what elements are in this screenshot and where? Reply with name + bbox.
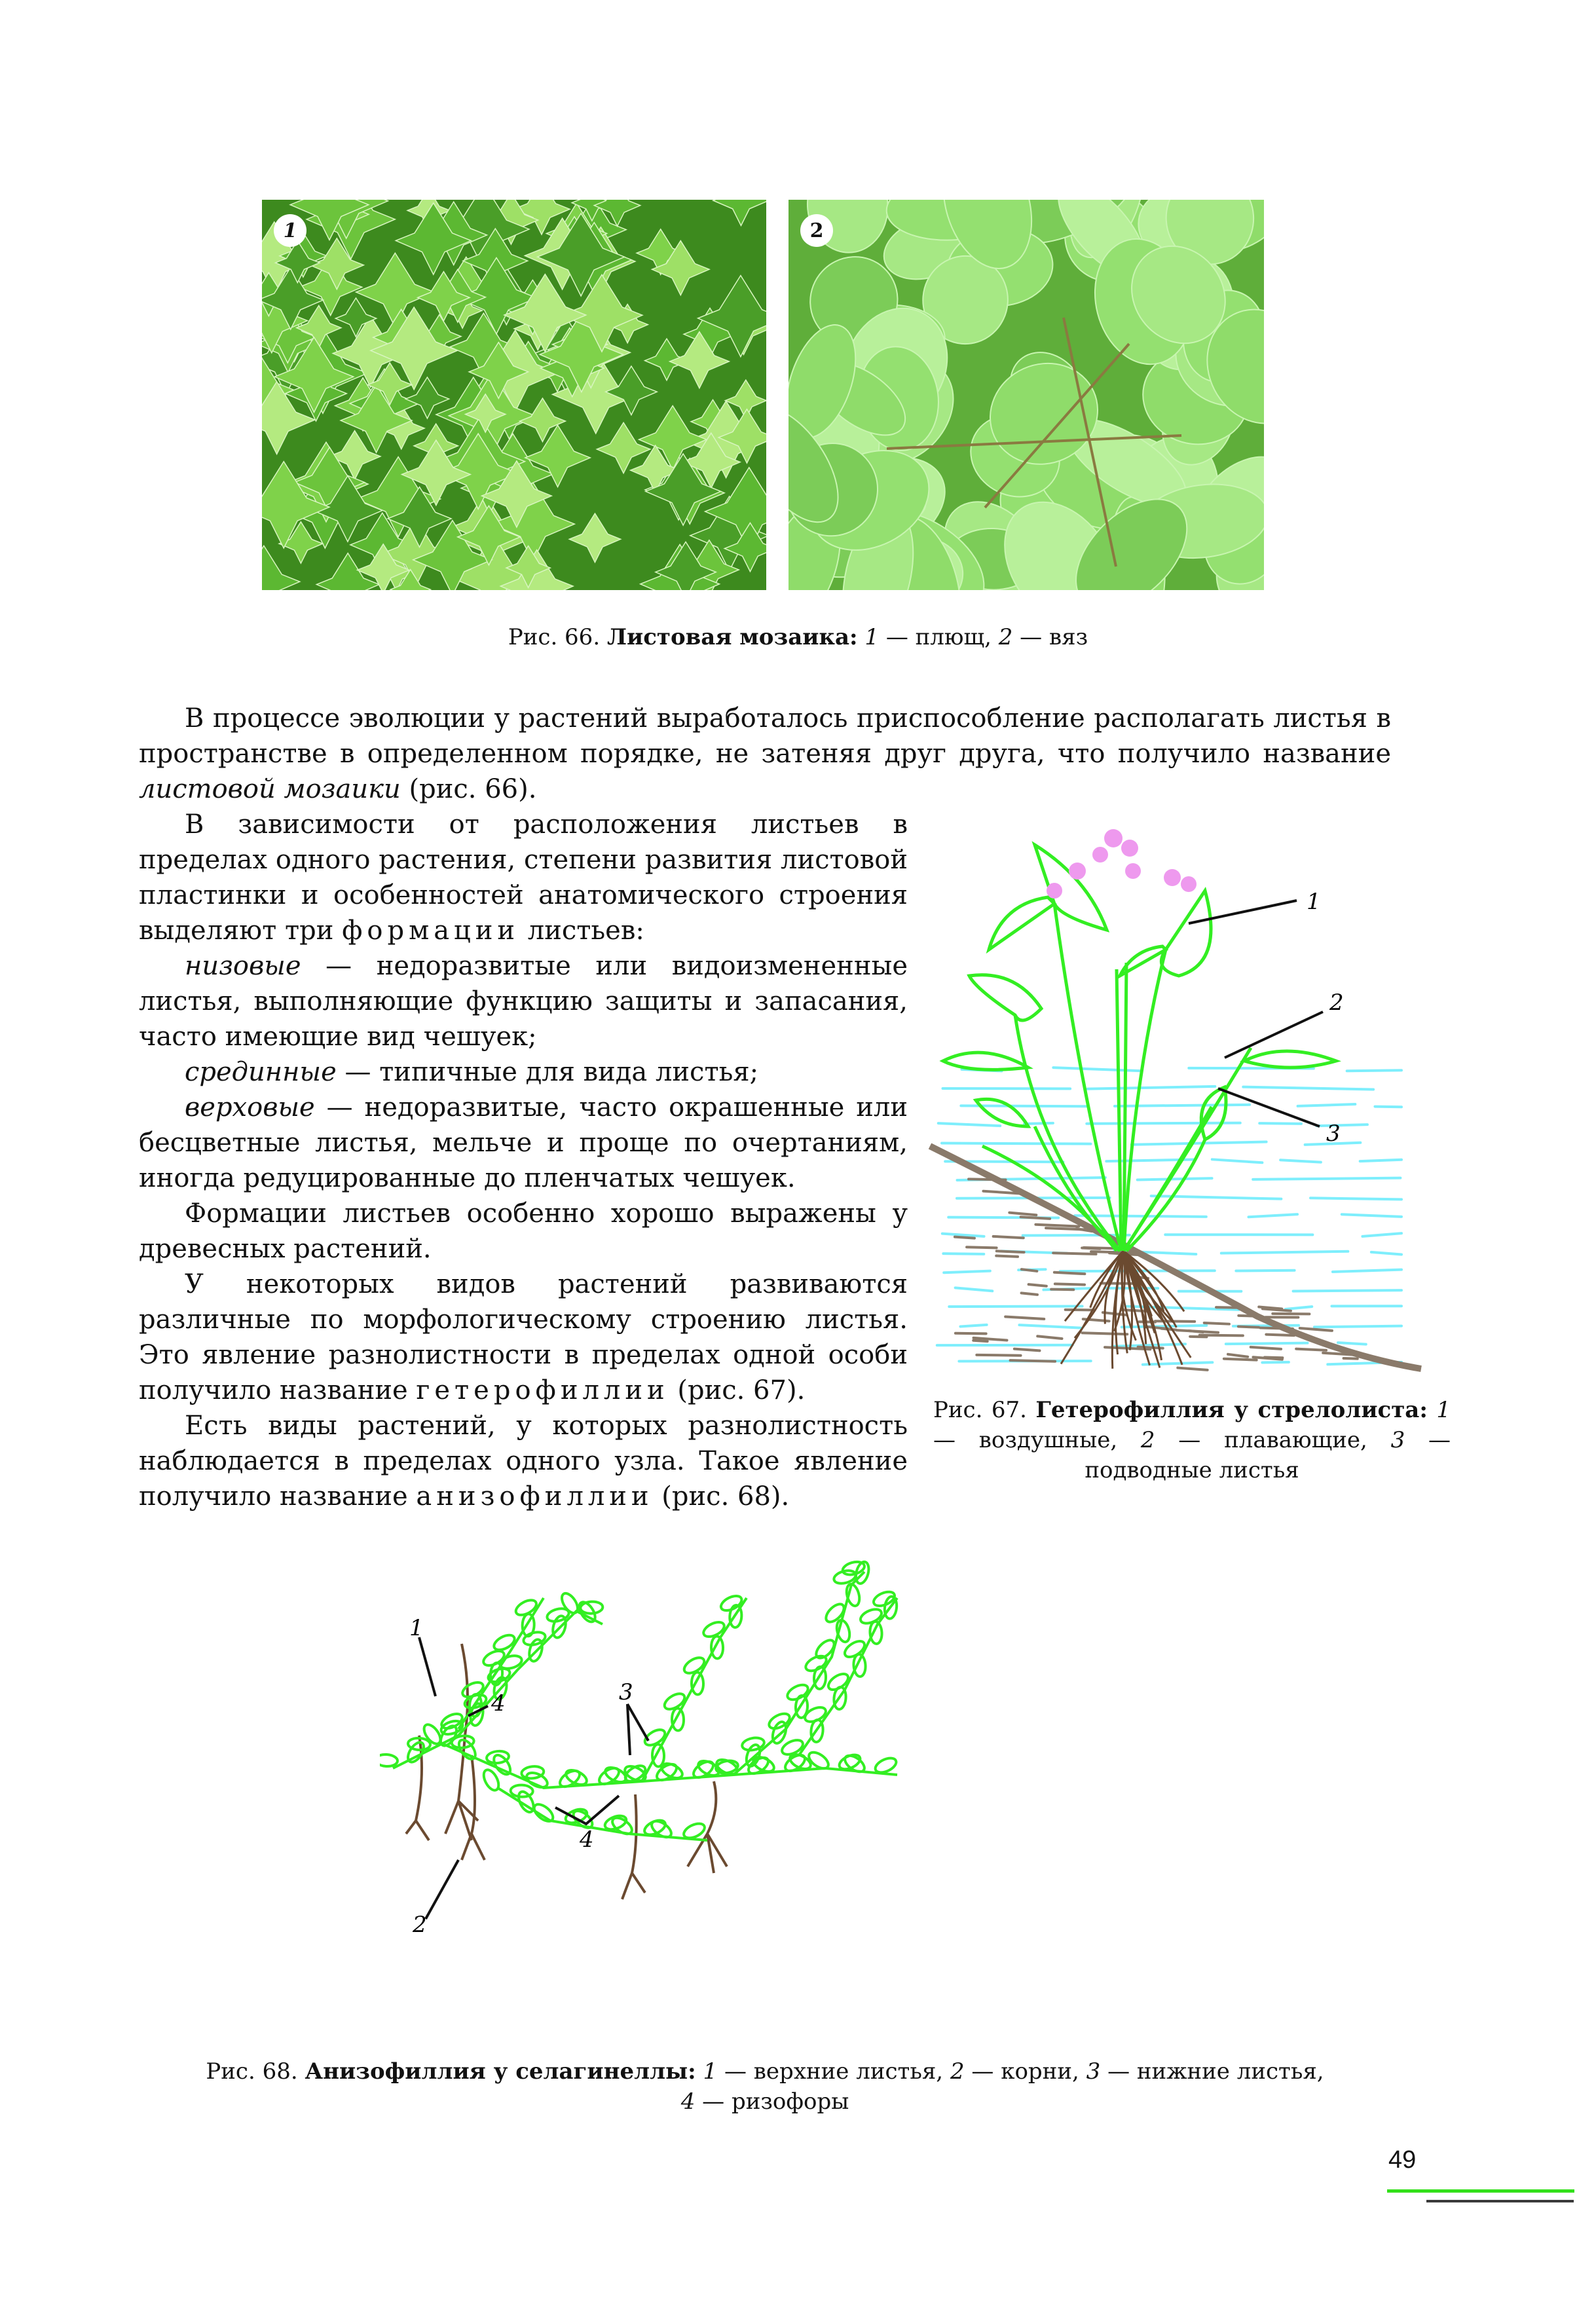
caption-num: 1 [703,2058,718,2085]
soil-marks [955,1179,1358,1369]
soil-mark [1178,1368,1207,1370]
selaginella-leaf [522,1614,534,1637]
soil-mark [1216,1307,1244,1308]
soil-mark [955,1237,974,1238]
selaginella-leaf [682,1654,707,1676]
water-line [1280,1160,1321,1162]
water-line [942,1234,984,1236]
term-heterophylly: гетерофиллии [416,1375,669,1405]
caption-num: 1 [864,624,880,650]
water-line [949,1306,1082,1307]
soil-mark [1155,1321,1195,1322]
caption-text: — плавающие, [1155,1427,1391,1453]
soil-mark [1344,1358,1358,1359]
caption-title: Листовая мозаика: [606,624,858,650]
water-line [942,1143,1090,1144]
caption-text: — ризофоры [695,2089,849,2115]
label-rhizophores: 4 [580,1827,594,1853]
soil-mark [1011,1360,1056,1362]
text-run: Есть виды растений, у которых разнолистность наблюдается в пределах одного узла. Такое явление получило название [139,1411,908,1512]
water-line [944,1271,990,1273]
water-line [1212,1159,1263,1162]
soil-mark [1054,1272,1085,1274]
selaginella-leaf [682,1821,707,1841]
figure-67-caption [933,1395,1451,1485]
water-line [1088,1086,1216,1089]
soil-mark [1204,1323,1229,1324]
water-line [1248,1214,1297,1217]
caption-num: 3 [1086,2058,1101,2085]
footer-accent-rule [1387,2189,1574,2193]
label-roots: 2 [413,1912,427,1938]
water-line [1253,1178,1400,1179]
water-line [943,1253,984,1254]
label-rhizophore: 4 [491,1690,506,1717]
selaginella-leaf [652,1744,665,1766]
selaginella-leaf [559,1591,581,1616]
soil-mark [1005,1317,1044,1319]
page-number: 49 [1388,2146,1417,2174]
figure-67-illustration [917,819,1441,1375]
soil-mark [1022,1269,1037,1271]
term-upper: верховые [185,1092,315,1123]
selaginella-leaf [826,1671,851,1693]
term-middle: срединные [185,1057,337,1087]
leader-lines [1189,901,1323,1126]
selaginella-leaf [692,1672,704,1694]
caption-prefix: Рис. 66. [508,624,607,650]
water-line [1338,1343,1366,1344]
text-run: В процессе эволюции у растений выработалось приспособление располагать листья в пространстве в определенном порядке, не затеняя друг друга, что получило название [139,703,1391,769]
selaginella-leaf [481,1648,506,1668]
figure-66-caption [0,622,1596,652]
soil-mark [993,1236,1024,1238]
soil-mark [1177,1330,1218,1332]
water-line [1342,1214,1401,1217]
selaginella-leaf [767,1711,792,1732]
water-line [1221,1252,1348,1253]
water-line [1262,1362,1288,1363]
caption-text: — корни, [964,2058,1086,2085]
water-line [960,1325,986,1327]
caption-num: 4 [680,2089,696,2115]
term-anisophylly: анизофиллии [416,1481,654,1512]
caption-prefix: Рис. 68. [206,2058,305,2085]
water-line [1347,1070,1401,1071]
paragraph-lower-leaves [139,948,908,1054]
water-line [1371,1252,1401,1255]
water-line [1143,1362,1213,1364]
paragraph-upper-leaves [139,1090,908,1196]
soil-mark [1161,1329,1176,1330]
figure-68-caption [139,2056,1391,2117]
caption-num: 2 [950,2058,965,2085]
soil-mark [1296,1349,1326,1350]
selaginella-leaf [492,1632,517,1653]
caption-text: — верхние листья, [717,2058,950,2085]
caption-text: — подводные листья [1085,1427,1451,1483]
water-line [1024,1123,1053,1124]
caption-num: 2 [1140,1427,1155,1453]
water-line [1310,1198,1401,1199]
photo-badge-2: 2 [800,214,833,247]
label-upper-leaves: 1 [409,1615,424,1641]
left-column-text [139,807,908,1514]
soil-mark [1251,1347,1281,1349]
flowers [1047,829,1197,899]
paragraph-woody [139,1196,908,1267]
selaginella-leaf [380,1754,398,1767]
water-line [1226,1343,1308,1344]
soil-mark [1300,1328,1332,1331]
soil-mark [1037,1336,1062,1339]
soil-mark [1238,1326,1259,1327]
selaginella-leaf [564,1767,589,1787]
text-run: Формации листьев особенно хорошо выражены у древесных растений. [139,1198,908,1264]
selaginella-leaf [460,1679,485,1699]
selaginella-leaf [421,1722,444,1747]
selaginella-leaf [701,1619,726,1639]
text-run: (рис. 67). [669,1375,806,1405]
water-line [1115,1105,1250,1106]
paragraph-middle-leaves [139,1054,908,1090]
water-line [1333,1270,1401,1272]
caption-title: Гетерофиллия у стрелолиста: [1035,1397,1428,1423]
text-run: (рис. 68). [653,1481,790,1512]
water-line [1360,1160,1401,1161]
term-lower: низовые [185,951,301,981]
ivy-photo-image [262,200,766,590]
water-line [1259,1123,1301,1124]
soil-mark [1053,1253,1096,1254]
text-run: — недоразвитые, часто окрашенные или бесцветные листья, мельче и проще по очертаниям, иногда редуцированные до пленчатых чешуек. [139,1092,908,1193]
text-run: (рис. 66). [400,774,537,804]
text-run: У некоторых видов растений развиваются различные по морфологическому строению листья. Это явление разнолистности в пределах одной особи получило название [139,1269,908,1405]
water-line [956,1288,993,1291]
soil-mark [956,1333,986,1334]
selaginella-leaf [873,1755,898,1775]
soil-mark [1228,1354,1248,1357]
water-line [1293,1290,1401,1291]
soil-mark [1266,1335,1294,1336]
soil-mark [1014,1349,1040,1351]
water-line [1138,1178,1212,1179]
selaginella-leaf [513,1597,538,1618]
paragraph-leaf-mosaic [139,701,1391,807]
figure-68-illustration [380,1559,1166,2030]
term-formations: формации [342,916,520,946]
soil-mark [967,1247,997,1248]
water-line [1317,1124,1367,1126]
soil-mark [976,1355,1020,1356]
caption-prefix: Рис. 67. [933,1397,1036,1423]
water-line [1243,1087,1373,1090]
soil-mark [1046,1228,1085,1229]
caption-num: 2 [998,624,1013,650]
caption-line-1 [139,2056,1391,2087]
water-line [1023,1235,1130,1236]
soil-mark [1083,1333,1128,1334]
soil-mark [1029,1284,1047,1286]
ivy-photo [262,200,766,590]
caption-line-2 [139,2087,1391,2117]
soil-mark [1200,1335,1243,1336]
water-line [1298,1104,1356,1106]
water-line [1362,1233,1401,1236]
water-line [1132,1142,1267,1144]
water-line [1122,1326,1207,1328]
water-line [938,1123,1001,1126]
label-submerged: 3 [1326,1121,1341,1147]
selaginella-leaf [813,1637,838,1662]
label-aerial: 1 [1307,889,1321,915]
selaginella-leaf [842,1753,867,1775]
soil-mark [1021,1217,1050,1219]
caption-num: 1 [1436,1397,1451,1423]
selaginella-leaf [531,1801,556,1825]
caption-text: — нижние листья, [1100,2058,1324,2085]
soil-mark [1224,1359,1257,1360]
soil-mark [1035,1225,1079,1227]
selaginella-leaf [711,1636,724,1658]
paragraph-formations [139,807,908,948]
photo-badge-1: 1 [274,214,306,247]
elm-photo-image [789,200,1264,590]
caption-text: — плющ, [879,624,999,650]
caption-text: — воздушные, [933,1427,1141,1453]
soil-mark [1009,1213,1036,1216]
caption-title: Анизофиллия у селагинеллы: [305,2058,696,2085]
water-line [1314,1326,1401,1328]
label-lower-leaves: 3 [619,1679,633,1705]
term-leaf-mosaic: листовой мозаики [139,774,401,804]
water-line [1286,1307,1312,1309]
caption-text: — вяз [1012,624,1088,650]
footer-dark-rule [1426,2200,1574,2202]
text-run: листьев: [519,916,644,946]
soil-mark [997,1251,1024,1252]
water-line [1086,1123,1240,1124]
text-run: — типичные для вида листья; [336,1057,759,1087]
water-line [1019,1325,1081,1328]
selaginella-leaf [662,1690,687,1712]
text-run: — недоразвитые или видоизмененные листья, выполняющие функцию защиты и запасания, часто имеющие вид чешуек; [139,951,908,1052]
soil-mark [996,1255,1018,1256]
caption-num: 3 [1390,1427,1405,1453]
paragraph-heterophylly [139,1267,908,1408]
soil-mark [1022,1293,1037,1295]
label-floating: 2 [1329,990,1344,1016]
text-run: В зависимости от расположения листьев в пределах одного растения, степени развития листовой пластинки и особенностей анатомического строения выделяют три [139,809,908,946]
selaginella-leaf [672,1708,684,1730]
elm-photo [789,200,1264,590]
paragraph-anisophylly [139,1408,908,1514]
